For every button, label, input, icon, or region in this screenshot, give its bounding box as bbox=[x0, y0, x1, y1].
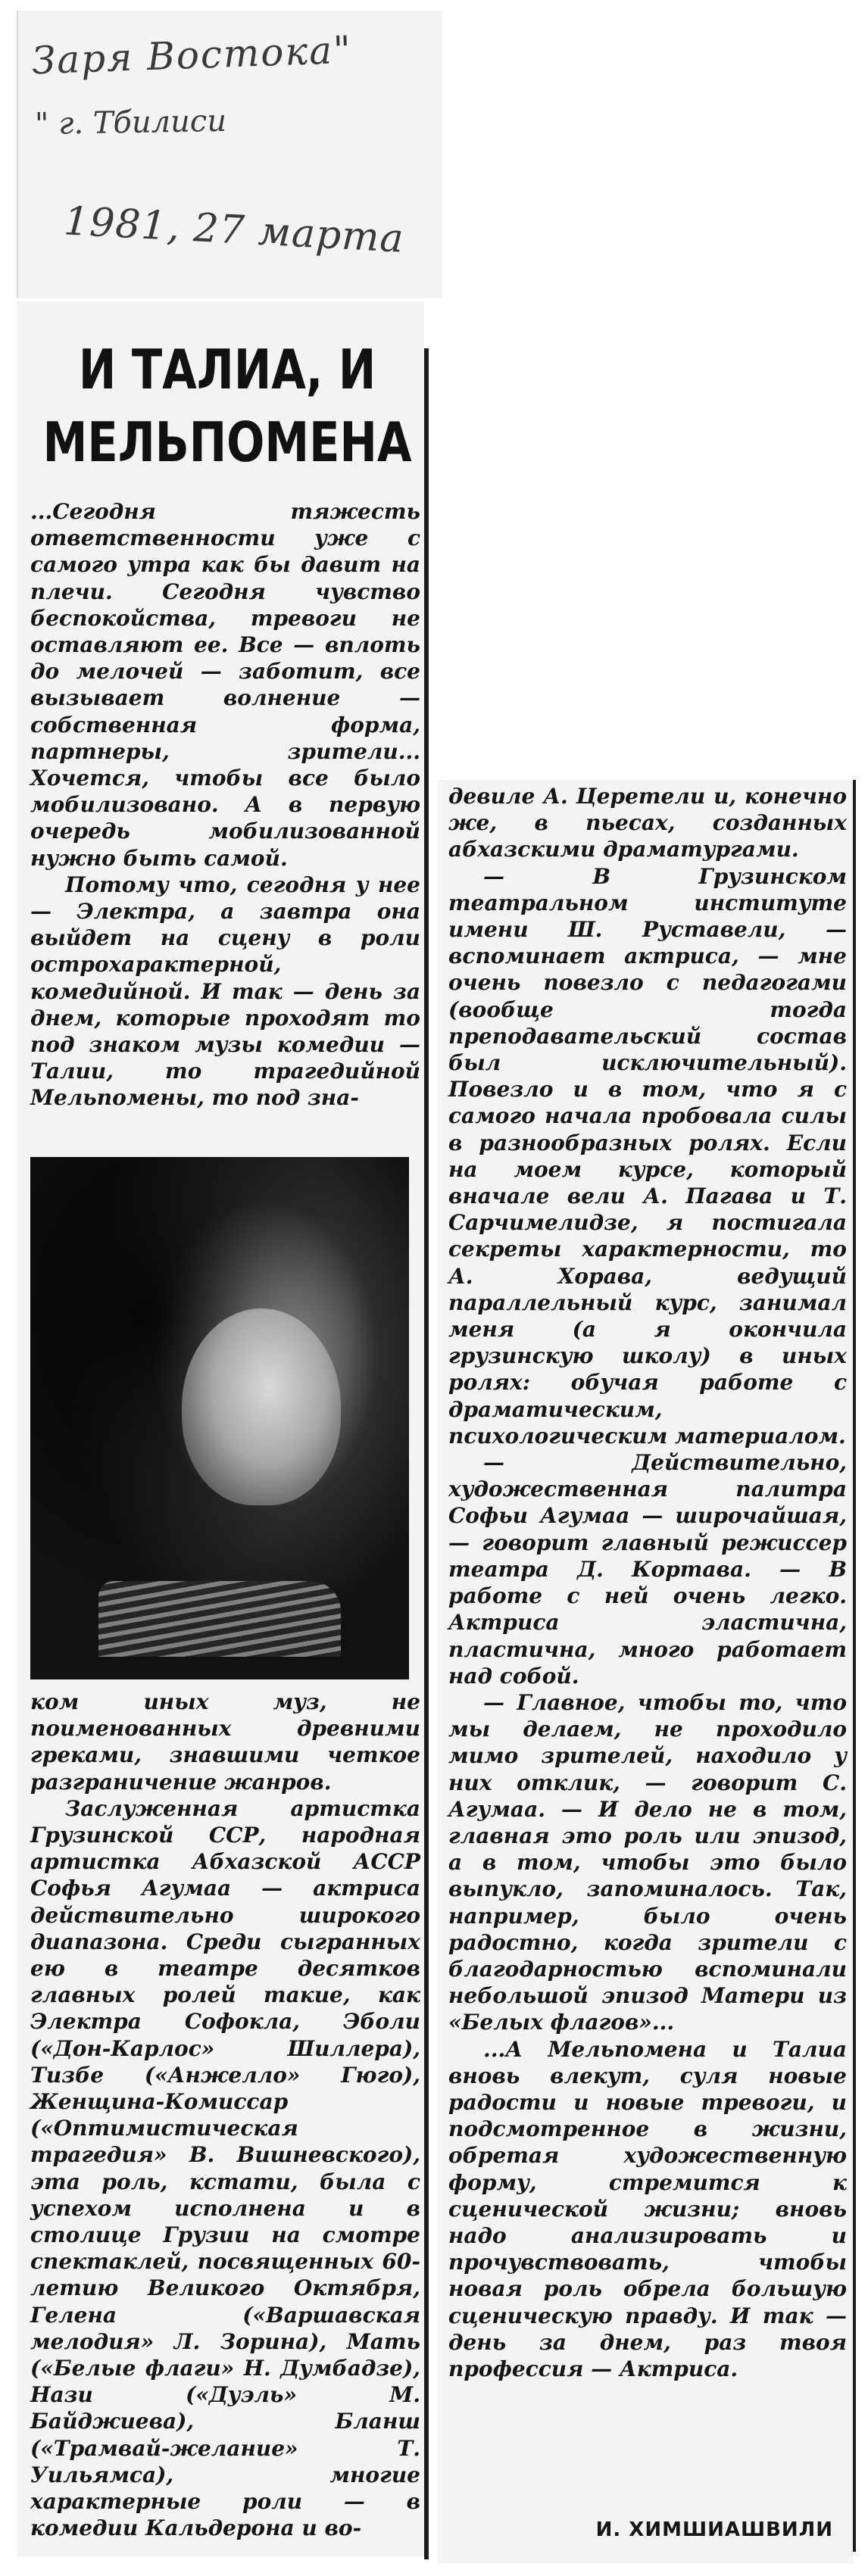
article-text-column2 bbox=[448, 783, 847, 2479]
paragraph: ...Сегодня тяжесть ответственности уже с самого утра как бы давит на плечи. Сегодня чувство беспокойства, тревоги не оставляют ее. Все — вплоть до мелочей — заботит, все вызывает волнение — собственная форма, партнеры, зрители... Хочется, чтобы все было мобилизовано. А в первую очередь мобилизованной нужно быть самой. bbox=[30, 499, 420, 871]
clipping-header-slip bbox=[17, 11, 442, 298]
handwritten-date: 1981, 27 марта bbox=[62, 198, 406, 262]
handwritten-newspaper-name: Заря Востока" bbox=[31, 27, 353, 83]
paragraph: — Главное, чтобы то, что мы делаем, не проходило мимо зрителей, находило у них отклик, — говорит С. Агумаа. — И дело не в том, главная это роль или эпизод, а в том, чтобы это было выпукло, запоминалось. Так, например, было очень радостно, когда зрители с благодарностью вспоминали небольшой эпизод Матери из «Белых флагов»... bbox=[448, 1689, 847, 2035]
article-headline: И ТАЛИА, И МЕЛЬПОМЕНА bbox=[42, 338, 412, 474]
paragraph: — Действительно, художественная палитра Софьи Агумаа — широчайшая, — говорит главный режиссер театра Д. Кортава. — В работе с ней очень легко. Актриса эластична, пластична, много работает над собой. bbox=[448, 1450, 847, 1689]
column-rule-left bbox=[424, 348, 429, 2559]
paragraph: Заслуженная артистка Грузинской ССР, народная артистка Абхазской АССР Софья Агумаа — актриса действительно широкого диапазона. Среди сыгранных ею в театре десятков главных ролей такие, как Электра Софокла, Эболи («Дон-Карлос» Шиллера), Тизбе («Анжелло» Гюго), Женщина-Комиссар («Оптимистическая трагедия» В. Вишневского), эта роль, кстати, была с успехом исполнена и в столице Грузии на смотре спектаклей, посвященных 60-летию Великого Октября, Гелена («Варшавская мелодия» Л. Зорина), Мать («Белые флаги» Н. Думбадзе), Нази («Дуэль» М. Байджиева), Бланш («Трамвай-желание» Т. Уильямса), многие характерные роли — в комедии Кальдерона и во- bbox=[30, 1795, 420, 2541]
column-rule-right bbox=[853, 780, 856, 2552]
paragraph: — В Грузинском театральном институте имени Ш. Руставели, — вспоминает актриса, — мне очень повезло с педагогами (вообще тогда преподавательский состав был исключительный). Повезло и в том, что я с самого начала пробовала силы в разнообразных ролях. Если на моем курсе, который вначале вели А. Пагава и Т. Сарчимелидзе, я постигала секреты характерности, то А. Хорава, ведущий параллельный курс, занимал меня (а я окончила грузинскую школу) в иных ролях: обучая работе с драматическим, психологическим материалом. bbox=[448, 863, 847, 1449]
author-signature: И. ХИМШИАШВИЛИ bbox=[595, 2518, 833, 2541]
actress-portrait-photo bbox=[30, 1157, 409, 1679]
paragraph: ком иных муз, не поименованных древними греками, знавшими четкое разграничение жанров. bbox=[30, 1689, 420, 1795]
paragraph: девиле А. Церетели и, конечно же, в пьесах, созданных абхазскими драматургами. bbox=[448, 784, 847, 862]
paragraph: ...А Мельпомена и Талиа вновь влекут, суля новые радости и новые тревоги, и подсмотренное в жизни, обретая художественную форму, стремится к сценической жизни; вновь надо анализировать и прочувствовать, чтобы новая роль обрела большую сценическую правду. И так — день за днем, раз твоя профессия — Актриса. bbox=[448, 2036, 847, 2381]
article-text-column1-bottom bbox=[30, 1689, 420, 2552]
photo-face bbox=[182, 1308, 341, 1505]
paragraph: Потому что, сегодня у нее — Электра, а завтра она выйдет на сцену в роли острохарактерной, комедийной. И так — день за днем, которые проходят то под знаком музы комедии — Талии, то трагедийной Мельпомены, то под зна- bbox=[30, 872, 420, 1111]
handwritten-city: " г. Тбилиси bbox=[34, 103, 227, 142]
photo-collar bbox=[98, 1581, 341, 1657]
article-text-column1-top bbox=[30, 498, 420, 1142]
